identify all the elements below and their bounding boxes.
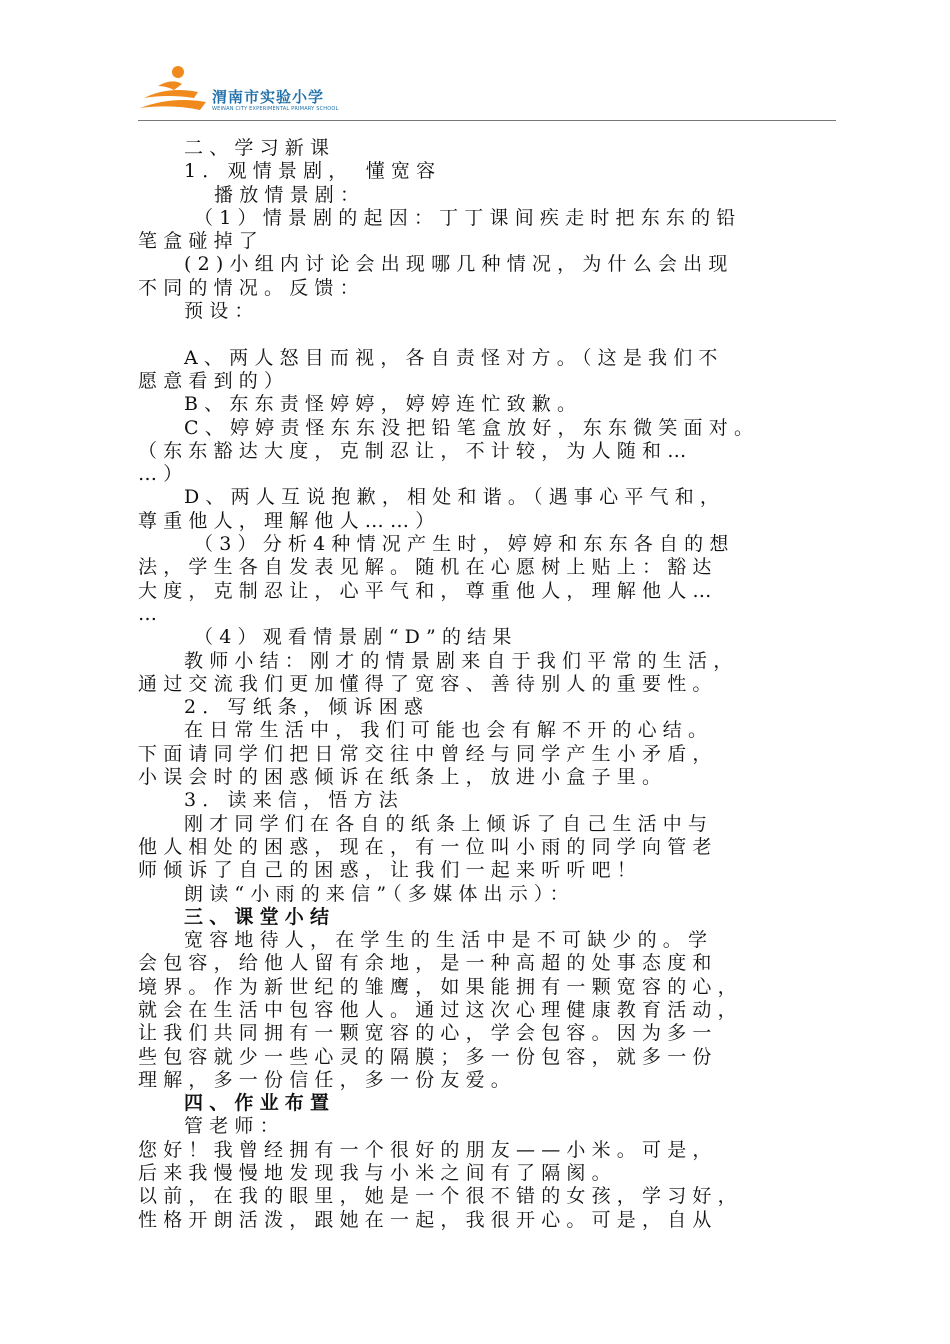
text-line: 通过交流我们更加懂得了宽容、善待别人的重要性。 [138,672,718,695]
text-line: B、东东责怪婷婷，婷婷连忙致歉。 [184,393,583,416]
text-line: 愿意看到的） [138,369,290,392]
text-line: 宽容地待人，在学生的生活中是不可缺少的。学 [184,929,714,952]
section-heading-new-lesson: 二、学习新课 [184,137,336,159]
text-line: 法，学生各自发表见解。随机在心愿树上贴上：豁达 [138,556,718,579]
text-line: … [138,602,164,625]
text-line: 尊重他人，理解他人……） [138,509,441,532]
text-line: （3）分析4种情况产生时，婷婷和东东各自的想 [194,533,735,556]
text-line: 不同的情况。反馈： [138,276,365,299]
subsection-heading: 3．读来信，悟方法 [184,789,404,812]
text-line: C、婷婷责怪东东没把铅笔盒放好，东东微笑面对。 [184,416,760,439]
letter-salutation: 管老师： [184,1115,285,1138]
school-name-english: WEINAN CITY EXPERIMENTAL PRIMARY SCHOOL [212,106,339,112]
school-name: 渭南市实验小学 [212,88,325,106]
header-divider [138,120,836,121]
text-line: 就会在生活中包容他人。通过这次心理健康教育活动， [138,998,743,1021]
school-logo-icon [138,64,210,116]
text-line: 下面请同学们把日常交往中曾经与同学产生小矛盾， [138,742,718,765]
text-line: 以前，在我的眼里，她是一个很不错的女孩，学习好， [138,1185,743,1208]
text-line: 性格开朗活泼，跟她在一起，我很开心。可是，自从 [138,1208,718,1231]
text-line: 刚才同学们在各自的纸条上倾诉了自己生活中与 [184,812,714,835]
text-line: 些包容就少一些心灵的隔膜；多一份包容，就多一份 [138,1045,718,1068]
text-line: 您好！我曾经拥有一个很好的朋友——小米。可是， [138,1138,718,1161]
text-line: 会包容，给他人留有余地，是一种高超的处事态度和 [138,952,718,975]
text-line: 他人相处的困惑，现在，有一位叫小雨的同学向管老 [138,835,718,858]
text-line: A、两人怒目而视，各自责怪对方。（这是我们不 [184,346,724,369]
text-line: 境界。作为新世纪的雏鹰，如果能拥有一颗宽容的心， [138,975,743,998]
text-line: 预设： [184,300,260,323]
text-line: D、两人互说抱歉，相处和谐。（遇事心平气和， [184,486,726,509]
section-heading-homework: 四、作业布置 [184,1092,336,1115]
text-line: 理解，多一份信任，多一份友爱。 [138,1068,517,1091]
document-header [138,62,838,120]
text-line: （1）情景剧的起因：丁丁课间疾走时把东东的铅 [194,206,742,229]
text-line: 让我们共同拥有一颗宽容的心，学会包容。因为多一 [138,1022,718,1045]
text-line: 朗读“小雨的来信”（多媒体出示）： [184,882,575,905]
text-line: （东东豁达大度，克制忍让，不计较，为人随和… [138,439,693,462]
text-line: …） [138,463,189,486]
text-line: 播放情景剧： [214,183,366,206]
text-line: 在日常生活中，我们可能也会有解不开的心结。 [184,719,714,742]
text-line: （4）观看情景剧“D”的结果 [194,626,518,649]
text-line: 教师小结：刚才的情景剧来自于我们平常的生活， [184,649,739,672]
subsection-heading: 1．观情景剧， 懂宽容 [184,160,442,183]
blank-line [138,323,838,346]
text-line: (2)小组内讨论会出现哪几种情况，为什么会出现 [184,253,734,276]
text-line: 小误会时的困惑倾诉在纸条上，放进小盒子里。 [138,766,668,789]
text-line: 大度，克制忍让，心平气和，尊重他人，理解他人… [138,579,718,602]
text-line: 笔盒碰掉了 [138,230,265,253]
document-body [138,137,838,1232]
section-heading-summary: 三、课堂小结 [184,905,336,928]
text-line: 师倾诉了自己的困惑，让我们一起来听听吧！ [138,859,643,882]
subsection-heading: 2．写纸条，倾诉困惑 [184,696,430,719]
text-line: 后来我慢慢地发现我与小米之间有了隔阂。 [138,1162,617,1185]
